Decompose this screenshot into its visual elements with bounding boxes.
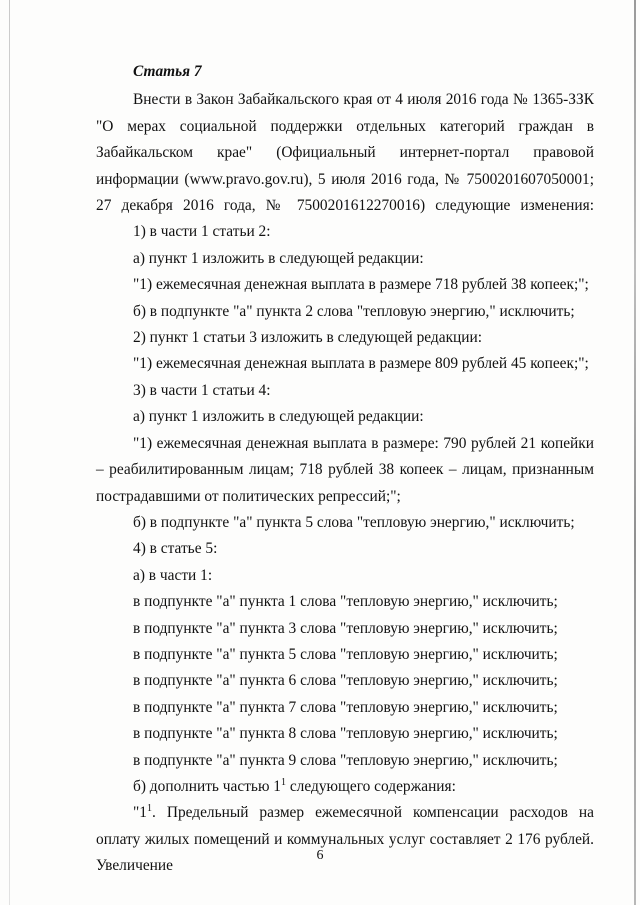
page-number: 6 bbox=[316, 848, 324, 863]
document-body bbox=[96, 59, 594, 880]
scan-edge-right bbox=[634, 0, 636, 905]
intro-paragraph: Внести в Закон Забайкальского края от 4 июля 2016 года № 1365-ЗЗК "О мерах социальной поддержки отдельных категорий граждан в Забайкальском крае" (Официальный интернет-портал правовой информации (www.pravo.gov.ru), 5 июля 2016 года, № 7500201607050001; 27 декабря 2016 года, № 7500201612270016) следующие изменения: bbox=[96, 91, 594, 215]
amendment-line: "1) ежемесячная денежная выплата в размере 809 рублей 45 копеек;"; bbox=[133, 355, 589, 373]
add-part-text-end: следующего содержания: bbox=[286, 777, 456, 795]
amendment-list-2 bbox=[96, 510, 594, 774]
superscript: 1 bbox=[281, 776, 286, 788]
amendment-line: в подпункте "а" пункта 6 слова "тепловую энергию," исключить; bbox=[133, 672, 558, 690]
superscript: 1 bbox=[146, 803, 152, 815]
amendment-line: в подпункте "а" пункта 9 слова "тепловую энергию," исключить; bbox=[133, 751, 558, 769]
amendment-line: 4) в статье 5: bbox=[133, 540, 218, 558]
add-part-line bbox=[96, 774, 594, 800]
rehabilitated-paragraph: "1) ежемесячная денежная выплата в размере: 790 рублей 21 копейки – реабилитированным лицам; 718 рублей 38 копеек – лицам, признанным пострадавшими от политических репрессий;"; bbox=[96, 434, 594, 505]
amendment-line: а) пункт 1 изложить в следующей редакции: bbox=[133, 249, 424, 267]
compensation-text: . Предельный размер ежемесячной компенсации расходов на оплату жилых помещений и коммунальных услуг составляет 2 176 рублей. Увеличение bbox=[96, 804, 594, 875]
amendment-line: б) в подпункте "а" пункта 2 слова "тепловую энергию," исключить; bbox=[133, 302, 575, 320]
amendment-line: в подпункте "а" пункта 3 слова "тепловую энергию," исключить; bbox=[133, 619, 558, 637]
amendment-line: б) в подпункте "а" пункта 5 слова "тепловую энергию," исключить; bbox=[133, 513, 575, 531]
quote-open: "1 bbox=[133, 804, 147, 822]
amendment-line: в подпункте "а" пункта 8 слова "тепловую энергию," исключить; bbox=[133, 725, 558, 743]
add-part-text: б) дополнить частью 1 bbox=[133, 777, 281, 795]
amendment-line: в подпункте "а" пункта 1 слова "тепловую энергию," исключить; bbox=[133, 593, 558, 611]
article-heading: Статья 7 bbox=[133, 63, 202, 80]
amendment-line: 3) в части 1 статьи 4: bbox=[133, 381, 271, 399]
scan-edge-left bbox=[9, 0, 10, 905]
amendment-line: 1) в части 1 статьи 2: bbox=[133, 223, 271, 241]
amendment-line: в подпункте "а" пункта 5 слова "тепловую энергию," исключить; bbox=[133, 645, 558, 663]
amendment-line: а) в части 1: bbox=[133, 566, 213, 584]
amendment-line: в подпункте "а" пункта 7 слова "тепловую энергию," исключить; bbox=[133, 698, 558, 716]
amendment-line: 2) пункт 1 статьи 3 изложить в следующей редакции: bbox=[133, 329, 483, 347]
amendment-line: а) пункт 1 изложить в следующей редакции: bbox=[133, 408, 424, 426]
amendment-line: "1) ежемесячная денежная выплата в размере 718 рублей 38 копеек;"; bbox=[133, 276, 589, 294]
compensation-paragraph bbox=[96, 800, 594, 879]
amendment-list-1 bbox=[96, 219, 594, 430]
